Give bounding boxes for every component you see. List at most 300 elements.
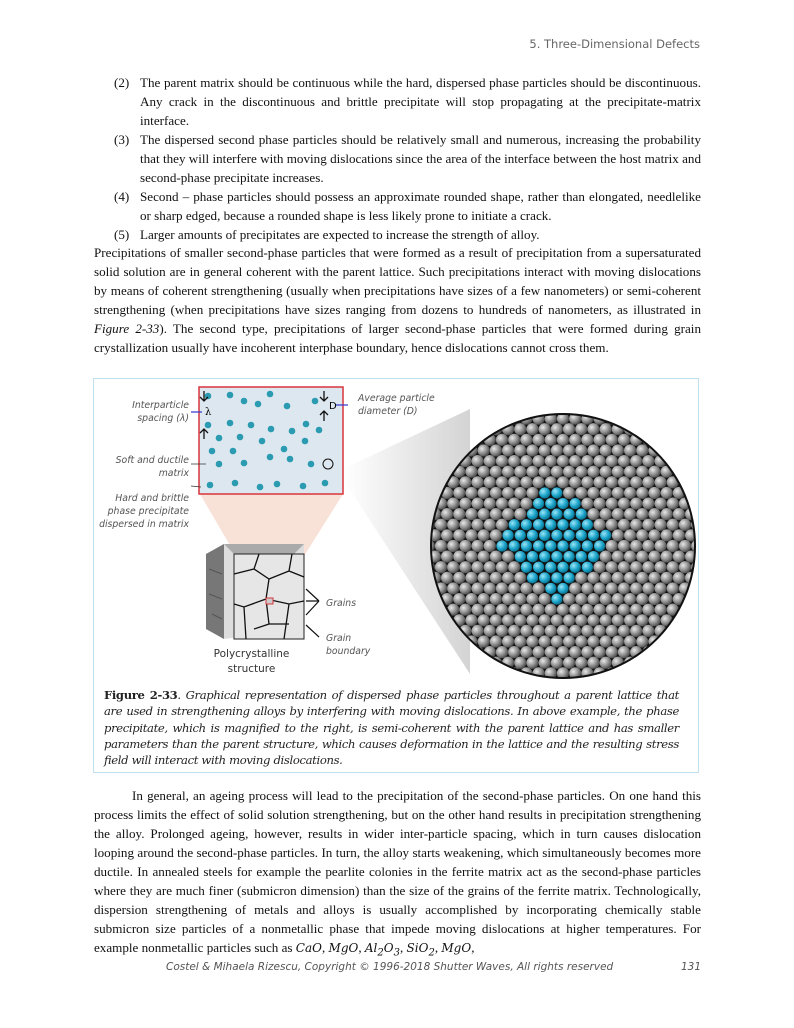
matrix-atom — [453, 487, 465, 499]
matrix-atom — [508, 646, 520, 658]
matrix-atom — [551, 466, 563, 478]
matrix-atom — [679, 519, 691, 531]
precipitate-atom — [551, 593, 562, 604]
matrix-atom — [526, 657, 538, 669]
precipitate-atom — [509, 519, 520, 530]
matrix-atom — [502, 614, 514, 626]
matrix-atom — [636, 466, 648, 478]
matrix-atom — [496, 582, 508, 594]
matrix-atom — [551, 635, 563, 647]
particle — [284, 403, 291, 410]
matrix-atom — [447, 497, 459, 509]
precipitate-atom — [557, 540, 568, 551]
matrix-atom — [642, 561, 654, 573]
matrix-atom — [624, 444, 636, 456]
precipitate-atom — [576, 551, 587, 562]
particle — [216, 461, 223, 468]
matrix-atom — [600, 614, 612, 626]
list-item — [94, 73, 701, 130]
matrix-atom — [472, 561, 484, 573]
precipitate-atom — [564, 509, 575, 520]
matrix-atom — [478, 551, 490, 563]
particle — [287, 456, 294, 463]
caption-label: Figure 2-33 — [104, 688, 178, 702]
matrix-atom — [539, 614, 551, 626]
list-text: Larger amounts of precipitates are expected to increase the strength of alloy. — [140, 227, 540, 242]
matrix-atom — [636, 593, 648, 605]
matrix-atom — [563, 487, 575, 499]
particle — [241, 460, 248, 467]
matrix-atom — [630, 540, 642, 552]
matrix-atom — [606, 604, 618, 616]
particle — [268, 426, 275, 433]
matrix-atom — [563, 593, 575, 605]
matrix-atom — [606, 561, 618, 573]
matrix-atom — [661, 593, 673, 605]
matrix-atom — [478, 466, 490, 478]
matrix-atom — [642, 604, 654, 616]
matrix-atom — [490, 572, 502, 584]
precipitate-atom — [515, 551, 526, 562]
matrix-atom — [539, 635, 551, 647]
matrix-atom — [618, 625, 630, 637]
matrix-atom — [478, 614, 490, 626]
precipitate-atom — [570, 519, 581, 530]
matrix-atom — [502, 487, 514, 499]
matrix-atom — [563, 657, 575, 669]
matrix-atom — [551, 614, 563, 626]
matrix-atom — [575, 487, 587, 499]
matrix-atom — [490, 635, 502, 647]
matrix-atom — [606, 646, 618, 658]
matrix-atom — [606, 540, 618, 552]
matrix-atom — [624, 614, 636, 626]
matrix-atom — [606, 625, 618, 637]
matrix-atom — [526, 614, 538, 626]
matrix-atom — [496, 625, 508, 637]
matrix-atom — [624, 529, 636, 541]
matrix-atom — [484, 561, 496, 573]
matrix-atom — [472, 476, 484, 488]
label-matrix: Soft and ductile matrix — [115, 455, 189, 479]
matrix-atom — [508, 625, 520, 637]
precipitate-atom — [551, 487, 562, 498]
matrix-atom — [459, 497, 471, 509]
matrix-atom — [648, 466, 660, 478]
matrix-atom — [594, 625, 606, 637]
particle — [303, 421, 310, 428]
matrix-atom — [618, 455, 630, 467]
paragraph-text: In general, an ageing process will lead to the precipitation of the second-phase particles. On one hand this process limits the effect of solid solution strengthening, but on the other hand results in precipitation strengthening the alloy. Prolonged ageing, however, results in wider inter-particle spacing, which in turn causes dislocation looping around the second-phase particles. In turn, the alloy starts weakening, which simultaneously becomes more ductile. In annealed steels for example the pearlite colonies in the ferrite matrix act as the second-phase particles where they are much finer (submicron dimension) than the size of the grains of the ferrite matrix. Technologically, dispersion strengthening of metals and alloys is usually accomplished by incorporating chemically stable submicron size particles of a nonmetallic phase that impede moving dislocations at higher temperatures. For example nonmetallic particles such as — [94, 788, 701, 955]
matrix-atom — [587, 614, 599, 626]
matrix-atom — [484, 519, 496, 531]
matrix-atom — [600, 657, 612, 669]
particle — [255, 401, 262, 408]
matrix-atom — [581, 476, 593, 488]
matrix-atom — [587, 423, 599, 435]
precipitate-atom — [533, 519, 544, 530]
precipitate-atom — [527, 509, 538, 520]
matrix-atom — [514, 508, 526, 520]
matrix-atom — [459, 519, 471, 531]
matrix-atom — [465, 529, 477, 541]
matrix-atom — [587, 466, 599, 478]
matrix-atom — [624, 508, 636, 520]
matrix-atom — [441, 572, 453, 584]
precipitate-atom — [539, 572, 550, 583]
matrix-atom — [636, 444, 648, 456]
precipitate-atom — [545, 498, 556, 509]
matrix-atom — [648, 487, 660, 499]
matrix-atom — [472, 497, 484, 509]
precipitate-atom — [515, 530, 526, 541]
matrix-atom — [600, 466, 612, 478]
particle — [302, 438, 309, 445]
matrix-atom — [563, 635, 575, 647]
label-grain-boundary: Grain boundary — [326, 633, 371, 657]
matrix-atom — [502, 635, 514, 647]
matrix-atom — [520, 455, 532, 467]
matrix-atom — [636, 508, 648, 520]
matrix-atom — [539, 593, 551, 605]
matrix-atom — [594, 646, 606, 658]
precipitate-atom — [551, 572, 562, 583]
matrix-atom — [533, 413, 545, 425]
matrix-atom — [533, 455, 545, 467]
matrix-atom — [606, 582, 618, 594]
matrix-atom — [594, 497, 606, 509]
particle — [230, 448, 237, 455]
list-number: (5) — [114, 227, 130, 242]
matrix-atom — [606, 434, 618, 446]
matrix-atom — [465, 551, 477, 563]
matrix-atom — [642, 540, 654, 552]
matrix-atom — [520, 434, 532, 446]
matrix-atom — [630, 604, 642, 616]
matrix-atom — [526, 466, 538, 478]
label-average-diameter: Average particle diameter (D) — [358, 393, 435, 417]
precipitate-atom — [551, 509, 562, 520]
paragraph-text: Precipitations of smaller second-phase particles that were formed as a result of precipitation from a supersaturated solid solution are in general coherent with the parent lattice. Such precipitations interact with moving dislocations by means of coherent strengthening (usually when precipitations have sizes of a few nanometers) or semi-coherent strengthening (when precipitations have sizes ranging from dozens to hundreds of nanometers, as illustrated in — [94, 245, 701, 317]
matrix-atom — [496, 434, 508, 446]
matrix-atom — [472, 625, 484, 637]
matrix-atom — [484, 497, 496, 509]
precipitate-atom — [539, 487, 550, 498]
matrix-atom — [496, 604, 508, 616]
particle — [232, 480, 239, 487]
precipitate-atom — [576, 509, 587, 520]
particle — [209, 448, 216, 455]
running-header: 5. Three-Dimensional Defects — [529, 37, 700, 51]
matrix-atom — [557, 646, 569, 658]
matrix-atom — [459, 476, 471, 488]
matrix-atom — [490, 529, 502, 541]
list-item — [94, 225, 701, 244]
matrix-atom — [539, 444, 551, 456]
paragraph: In general, an ageing process will lead to the precipitation of the second-phase particles. On one hand this process limits the effect of solid solution strengthening, but on the other hand results in precipitation strengthening the alloy. Prolonged ageing, however, results in wider inter-particle spacing, which in turn causes dislocation looping around the second-phase particles. In turn, the alloy starts weakening, which simultaneously becomes more ductile. In annealed steels for example the pearlite colonies in the ferrite matrix act as the second-phase particles where they are much finer (submicron dimension) than the size of the grains of the ferrite matrix. Technologically, dispersion strengthening of metals and alloys is usually accomplished by incorporating chemically stable submicron size particles of a nonmetallic phase that impede moving dislocations at higher temperatures. For example nonmetallic particles such as CaO, MgO, $Al_2O_3$, SiO$_2$, MgO, — [94, 788, 701, 959]
matrix-atom — [520, 625, 532, 637]
matrix-atom — [581, 646, 593, 658]
precipitate-atom — [582, 519, 593, 530]
precipitate-atom — [509, 540, 520, 551]
paragraph-text: ). The second type, precipitations of larger second-phase particles that were formed during grain crystallization usually have incoherent interphase boundary, hence dislocations cannot cross them. — [94, 321, 701, 355]
matrix-atom — [655, 476, 667, 488]
matrix-atom — [484, 625, 496, 637]
precipitate-atom — [545, 562, 556, 573]
matrix-atom — [612, 572, 624, 584]
particle — [205, 422, 212, 429]
matrix-atom — [478, 487, 490, 499]
matrix-atom — [648, 508, 660, 520]
label-grains: Grains — [326, 598, 357, 609]
matrix-atom — [569, 434, 581, 446]
particle — [237, 434, 244, 441]
label-precipitate: Hard and brittle phase precipitate dispersed in matrix — [99, 493, 189, 530]
precipitate-atom — [600, 530, 611, 541]
matrix-atom — [630, 497, 642, 509]
matrix-atom — [581, 667, 593, 679]
matrix-atom — [435, 540, 447, 552]
matrix-atom — [679, 561, 691, 573]
matrix-atom — [648, 593, 660, 605]
matrix-atom — [624, 635, 636, 647]
matrix-atom — [441, 551, 453, 563]
precipitate-atom — [570, 540, 581, 551]
matrix-atom — [630, 455, 642, 467]
precipitate-atom — [551, 551, 562, 562]
matrix-atom — [594, 434, 606, 446]
precipitate-atom — [557, 519, 568, 530]
matrix-atom — [600, 508, 612, 520]
matrix-atom — [618, 476, 630, 488]
matrix-atom — [520, 646, 532, 658]
matrix-atom — [496, 476, 508, 488]
precipitate-atom — [521, 540, 532, 551]
matrix-atom — [496, 646, 508, 658]
precipitate-atom — [545, 540, 556, 551]
particle — [316, 427, 323, 434]
matrix-atom — [679, 540, 691, 552]
matrix-atom — [612, 444, 624, 456]
matrix-atom — [508, 455, 520, 467]
matrix-atom — [612, 508, 624, 520]
particle — [289, 428, 296, 435]
matrix-atom — [618, 561, 630, 573]
matrix-atom — [575, 635, 587, 647]
matrix-atom — [630, 582, 642, 594]
matrix-atom — [508, 582, 520, 594]
matrix-atom — [490, 593, 502, 605]
matrix-atom — [655, 519, 667, 531]
matrix-atom — [612, 487, 624, 499]
matrix-atom — [612, 466, 624, 478]
matrix-atom — [606, 519, 618, 531]
matrix-atom — [496, 455, 508, 467]
matrix-atom — [465, 572, 477, 584]
matrix-atom — [514, 593, 526, 605]
precipitate-atom — [570, 498, 581, 509]
matrix-atom — [435, 519, 447, 531]
matrix-atom — [624, 572, 636, 584]
matrix-atom — [575, 572, 587, 584]
matrix-atom — [453, 551, 465, 563]
matrix-atom — [655, 604, 667, 616]
matrix-atom — [655, 540, 667, 552]
diameter-symbol: D — [329, 401, 337, 412]
matrix-atom — [545, 646, 557, 658]
matrix-atom — [612, 529, 624, 541]
matrix-atom — [606, 476, 618, 488]
precipitate-atom — [576, 530, 587, 541]
matrix-atom — [618, 582, 630, 594]
matrix-atom — [667, 497, 679, 509]
matrix-atom — [563, 614, 575, 626]
matrix-atom — [490, 466, 502, 478]
matrix-atom — [484, 455, 496, 467]
matrix-atom — [502, 551, 514, 563]
matrix-atom — [490, 444, 502, 456]
matrix-atom — [484, 582, 496, 594]
matrix-atom — [575, 657, 587, 669]
matrix-atom — [453, 593, 465, 605]
particle — [257, 484, 264, 491]
matrix-atom — [533, 625, 545, 637]
figure-caption — [104, 687, 679, 768]
matrix-atom — [667, 561, 679, 573]
formula: $Al_2O_3$ — [364, 941, 400, 959]
particle — [300, 483, 307, 490]
label-interparticle-spacing: Interparticle spacing (λ) — [132, 400, 189, 424]
matrix-atom — [459, 582, 471, 594]
matrix-atom — [661, 572, 673, 584]
particle — [267, 391, 274, 398]
matrix-atom — [636, 614, 648, 626]
matrix-atom — [545, 604, 557, 616]
matrix-atom — [673, 508, 685, 520]
formula: SiO$_2$ — [406, 941, 435, 959]
matrix-atom — [587, 635, 599, 647]
matrix-atom — [575, 444, 587, 456]
matrix-atom — [526, 423, 538, 435]
particle — [241, 398, 248, 405]
matrix-atom — [526, 444, 538, 456]
matrix-atom — [533, 646, 545, 658]
matrix-atom — [600, 487, 612, 499]
matrix-atom — [587, 572, 599, 584]
precipitate-atom — [582, 562, 593, 573]
matrix-atom — [526, 593, 538, 605]
matrix-atom — [533, 667, 545, 679]
label-polycrystalline: Polycrystalline structure — [213, 648, 290, 675]
matrix-atom — [618, 646, 630, 658]
matrix-atom — [496, 519, 508, 531]
precipitate-atom — [564, 530, 575, 541]
matrix-atom — [545, 434, 557, 446]
matrix-atom — [575, 614, 587, 626]
matrix-atom — [508, 476, 520, 488]
matrix-atom — [575, 593, 587, 605]
matrix-atom — [636, 572, 648, 584]
matrix-atom — [575, 466, 587, 478]
particle — [281, 446, 288, 453]
matrix-atom — [557, 604, 569, 616]
matrix-atom — [600, 423, 612, 435]
particle — [312, 398, 319, 405]
precipitate-atom — [533, 540, 544, 551]
matrix-atom — [569, 476, 581, 488]
matrix-atom — [514, 657, 526, 669]
precipitate-atom — [521, 562, 532, 573]
matrix-atom — [539, 423, 551, 435]
list-number: (2) — [114, 75, 130, 90]
particle — [248, 422, 255, 429]
particle — [207, 482, 214, 489]
precipitate-atom — [557, 562, 568, 573]
list-number: (4) — [114, 189, 130, 204]
matrix-atom — [587, 487, 599, 499]
matrix-atom — [600, 635, 612, 647]
precipitate-atom — [570, 562, 581, 573]
matrix-atom — [496, 497, 508, 509]
precipitate-atom — [594, 540, 605, 551]
matrix-atom — [557, 625, 569, 637]
matrix-atom — [581, 413, 593, 425]
matrix-atom — [545, 476, 557, 488]
matrix-atom — [648, 614, 660, 626]
matrix-atom — [490, 487, 502, 499]
matrix-atom — [447, 582, 459, 594]
matrix-atom — [581, 604, 593, 616]
matrix-atom — [551, 444, 563, 456]
matrix-atom — [563, 423, 575, 435]
matrix-atom — [465, 508, 477, 520]
matrix-atom — [673, 529, 685, 541]
list-item — [94, 187, 701, 225]
matrix-atom — [636, 551, 648, 563]
matrix-atom — [441, 508, 453, 520]
matrix-atom — [520, 476, 532, 488]
precipitate-atom — [564, 572, 575, 583]
matrix-atom — [435, 561, 447, 573]
matrix-atom — [447, 561, 459, 573]
matrix-atom — [453, 508, 465, 520]
matrix-atom — [490, 551, 502, 563]
matrix-atom — [630, 561, 642, 573]
matrix-atom — [636, 529, 648, 541]
matrix-atom — [642, 497, 654, 509]
precipitate-atom — [545, 583, 556, 594]
precipitate-atom — [539, 530, 550, 541]
matrix-atom — [465, 593, 477, 605]
matrix-atom — [612, 593, 624, 605]
matrix-atom — [490, 614, 502, 626]
matrix-atom — [581, 455, 593, 467]
matrix-atom — [600, 444, 612, 456]
formula: MgO — [328, 941, 359, 955]
matrix-atom — [636, 635, 648, 647]
matrix-atom — [600, 551, 612, 563]
matrix-atom — [520, 604, 532, 616]
formula: MgO — [441, 941, 472, 955]
precipitate-atom — [551, 530, 562, 541]
matrix-atom — [502, 508, 514, 520]
matrix-atom — [630, 519, 642, 531]
particle — [274, 481, 281, 488]
matrix-atom — [520, 582, 532, 594]
matrix-atom — [465, 614, 477, 626]
matrix-atom — [447, 540, 459, 552]
polycrystalline-cube — [206, 544, 319, 639]
